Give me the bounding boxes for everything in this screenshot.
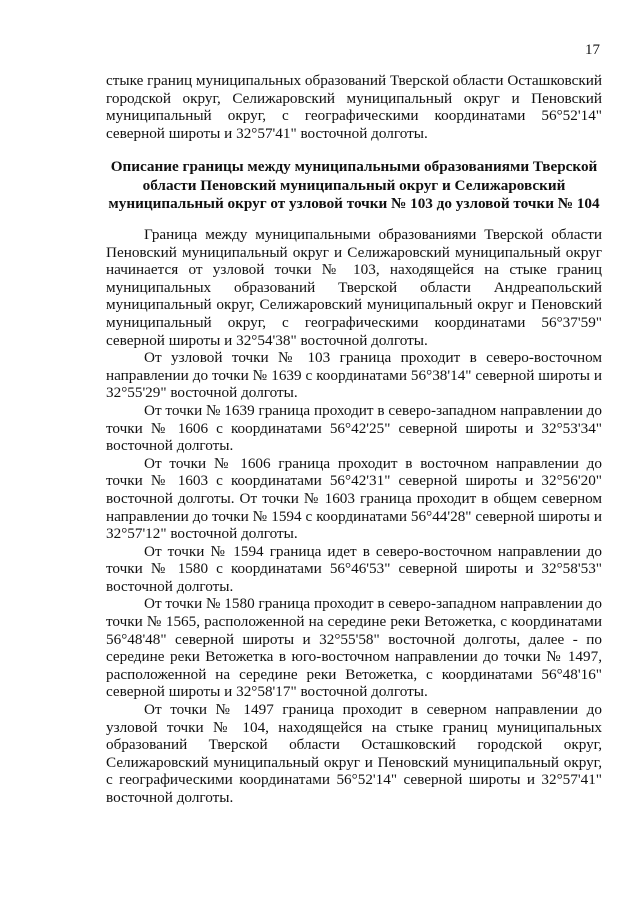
section-body [106, 226, 602, 807]
section-heading: Описание границы между муниципальными образованиями Тверской области Пеновский муниципальный округ и Селижаровский муниципальный округ от узловой точки № 103 до узловой точки № 104 [108, 158, 600, 212]
intro-paragraph-block [106, 72, 602, 142]
paragraph: От точки № 1580 граница проходит в северо-западном направлении до точки № 1565, расположенной на середине реки Ветожетка, с координатами 56°48'48" северной широты и 32°55'58" восточной долготы, далее - по середине реки Ветожетка в юго-восточном направлении до точки № 1497, расположенной на середине реки Ветожетка, с координатами 56°48'16" северной широты и 32°58'17" восточной долготы. [106, 595, 602, 701]
paragraph: От точки № 1606 граница проходит в восточном направлении до точки № 1603 с координатами 56°42'31" северной широты и 32°56'20" восточной долготы. От точки № 1603 граница проходит в общем северном направлении до точки № 1594 с координатами 56°44'28" северной широты и 32°57'12" восточной долготы. [106, 454, 602, 543]
paragraph: От узловой точки № 103 граница проходит в северо-восточном направлении до точки № 1639 с координатами 56°38'14" северной широты и 32°55'29" восточной долготы. [106, 349, 602, 402]
page-number: 17 [585, 42, 600, 58]
paragraph: Граница между муниципальными образованиями Тверской области Пеновский муниципальный округ и Селижаровский муниципальный округ начинается от узловой точки № 103, находящейся на стыке границ муниципальных образований Тверской области Андреапольский муниципальный округ, Селижаровский муниципальный округ и Пеновский муниципальный округ, с географическими координатами 56°37'59" северной широты и 32°54'38" восточной долготы. [106, 226, 602, 349]
paragraph: От точки № 1497 граница проходит в северном направлении до узловой точки № 104, находящейся на стыке границ муниципальных образований Тверской области Осташковский городской округ, Селижаровский муниципальный округ и Пеновский муниципальный округ, с географическими координатами 56°52'14" северной широты и 32°57'41" восточной долготы. [106, 701, 602, 806]
intro-paragraph: стыке границ муниципальных образований Тверской области Осташковский городской округ, Селижаровский муниципальный округ и Пеновский муниципальный округ, с географическими координатами 56°52'14" северной широты и 32°57'41" восточной долготы. [106, 72, 602, 142]
paragraph: От точки № 1594 граница идет в северо-восточном направлении до точки № 1580 с координатами 56°46'53" северной широты и 32°58'53" восточной долготы. [106, 542, 602, 595]
paragraph: От точки № 1639 граница проходит в северо-западном направлении до точки № 1606 с координатами 56°42'25" северной широты и 32°53'34" восточной долготы. [106, 401, 602, 455]
